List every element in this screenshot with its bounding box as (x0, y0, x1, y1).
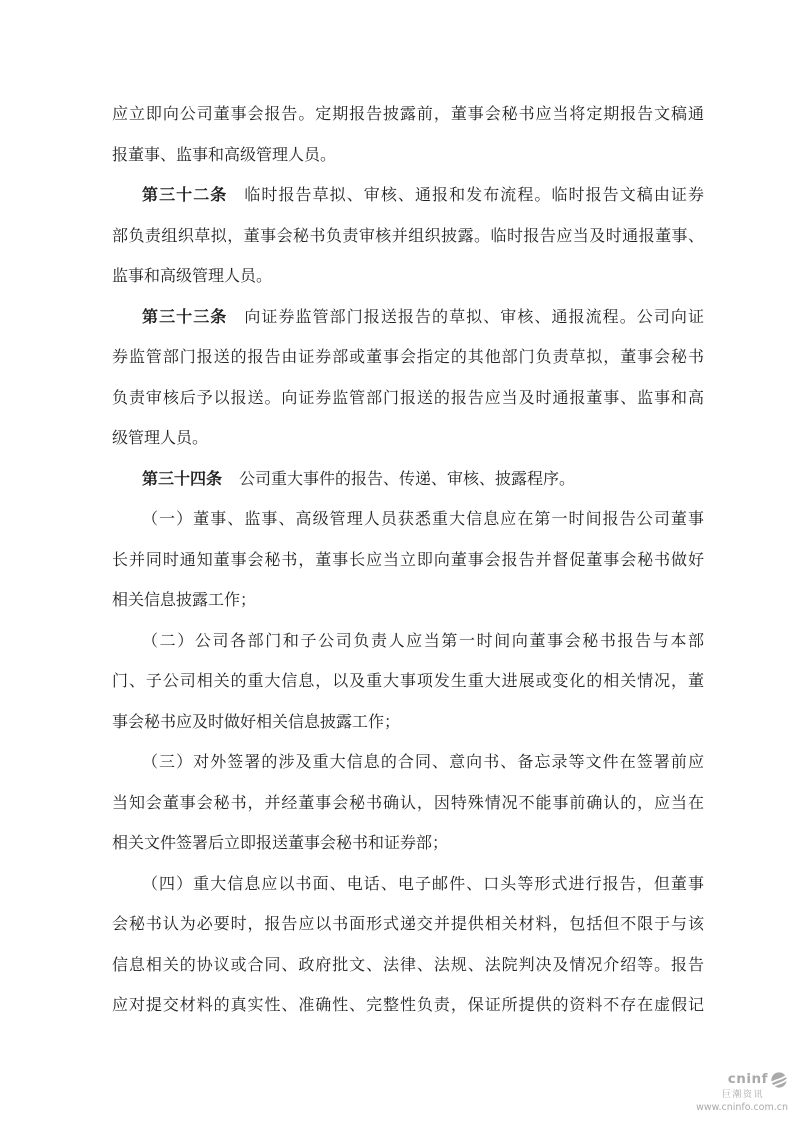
text-line: 相关文件签署后立即报送董事会秘书和证券部； (112, 835, 449, 852)
text-line: 负责审核后予以报送。向证券监管部门报送的报告应当及时通报董事、监事和高 (112, 389, 704, 407)
paragraph (112, 298, 704, 460)
paragraph (112, 500, 704, 622)
text-line: （二）公司各部门和子公司负责人应当第一时间向董事会秘书报告与本部 (142, 632, 704, 650)
text-line: 监事和高级管理人员。 (112, 268, 273, 285)
cninfo-logo (696, 1071, 788, 1089)
cninfo-watermark (696, 1071, 788, 1113)
text-line: 券监管部门报送的报告由证券部或董事会指定的其他部门负责草拟，董事会秘书 (112, 349, 704, 366)
text-line: （四）重大信息应以书面、电话、电子邮件、口头等形式进行报告，但董事 (142, 875, 704, 893)
paragraph (112, 460, 704, 501)
text-line: 长并同时通知董事会秘书，董事长应当立即向董事会报告并督促董事会秘书做好 (112, 551, 704, 569)
cninfo-logo-text: cninf (727, 1071, 768, 1088)
article-text: 公司重大事件的报告、传递、审核、披露程序。 (239, 470, 576, 488)
article-number: 第三十二条 (142, 187, 228, 204)
cninfo-url: www.cninfo.com.cn (696, 1101, 788, 1113)
text-line: （一）董事、监事、高级管理人员获悉重大信息应在第一时间报告公司董事 (142, 511, 704, 528)
cninfo-swirl-icon (770, 1071, 788, 1089)
text-line: （三）对外签署的涉及重大信息的合同、意向书、备忘录等文件在签署前应 (142, 754, 704, 771)
text-line: 应立即向公司董事会报告。定期报告披露前，董事会秘书应当将定期报告文稿通 (112, 106, 704, 123)
paragraph (112, 95, 704, 176)
text-line: 级管理人员。 (112, 430, 209, 447)
text-line (112, 176, 704, 217)
text-line: 事会秘书应及时做好相关信息披露工作； (112, 713, 401, 731)
text-line (112, 298, 704, 339)
text-line: 部负责组织草拟，董事会秘书负责审核并组织披露。临时报告应当及时通报董事、 (112, 227, 704, 245)
text-line: 应对提交材料的真实性、准确性、完整性负责，保证所提供的资料不存在虚假记 (112, 997, 704, 1014)
article-number: 第三十三条 (142, 308, 228, 326)
paragraph (112, 865, 704, 1027)
text-line: 报董事、监事和高级管理人员。 (112, 146, 337, 164)
text-line: 信息相关的协议或合同、政府批文、法律、法规、法院判决及情况介绍等。报告 (112, 956, 704, 974)
article-text: 向证券监管部门报送报告的草拟、审核、通报流程。公司向证 (244, 308, 704, 326)
text-line: 门、子公司相关的重大信息，以及重大事项发生重大进展或变化的相关情况，董 (112, 673, 704, 690)
text-line: 当知会董事会秘书，并经董事会秘书确认，因特殊情况不能事前确认的，应当在 (112, 794, 704, 812)
cninfo-brand-cn: 巨潮资讯 (721, 1089, 764, 1100)
text-line (112, 460, 704, 501)
article-text: 临时报告草拟、审核、通报和发布流程。临时报告文稿由证券 (244, 187, 704, 204)
paragraph (112, 176, 704, 298)
paragraph (112, 622, 704, 744)
document-body (112, 95, 704, 1027)
text-line: 会秘书认为必要时，报告应以书面形式递交并提供相关材料，包括但不限于与该 (112, 916, 704, 933)
text-line: 相关信息披露工作； (112, 592, 257, 609)
paragraph (112, 743, 704, 865)
article-number: 第三十四条 (142, 470, 223, 488)
